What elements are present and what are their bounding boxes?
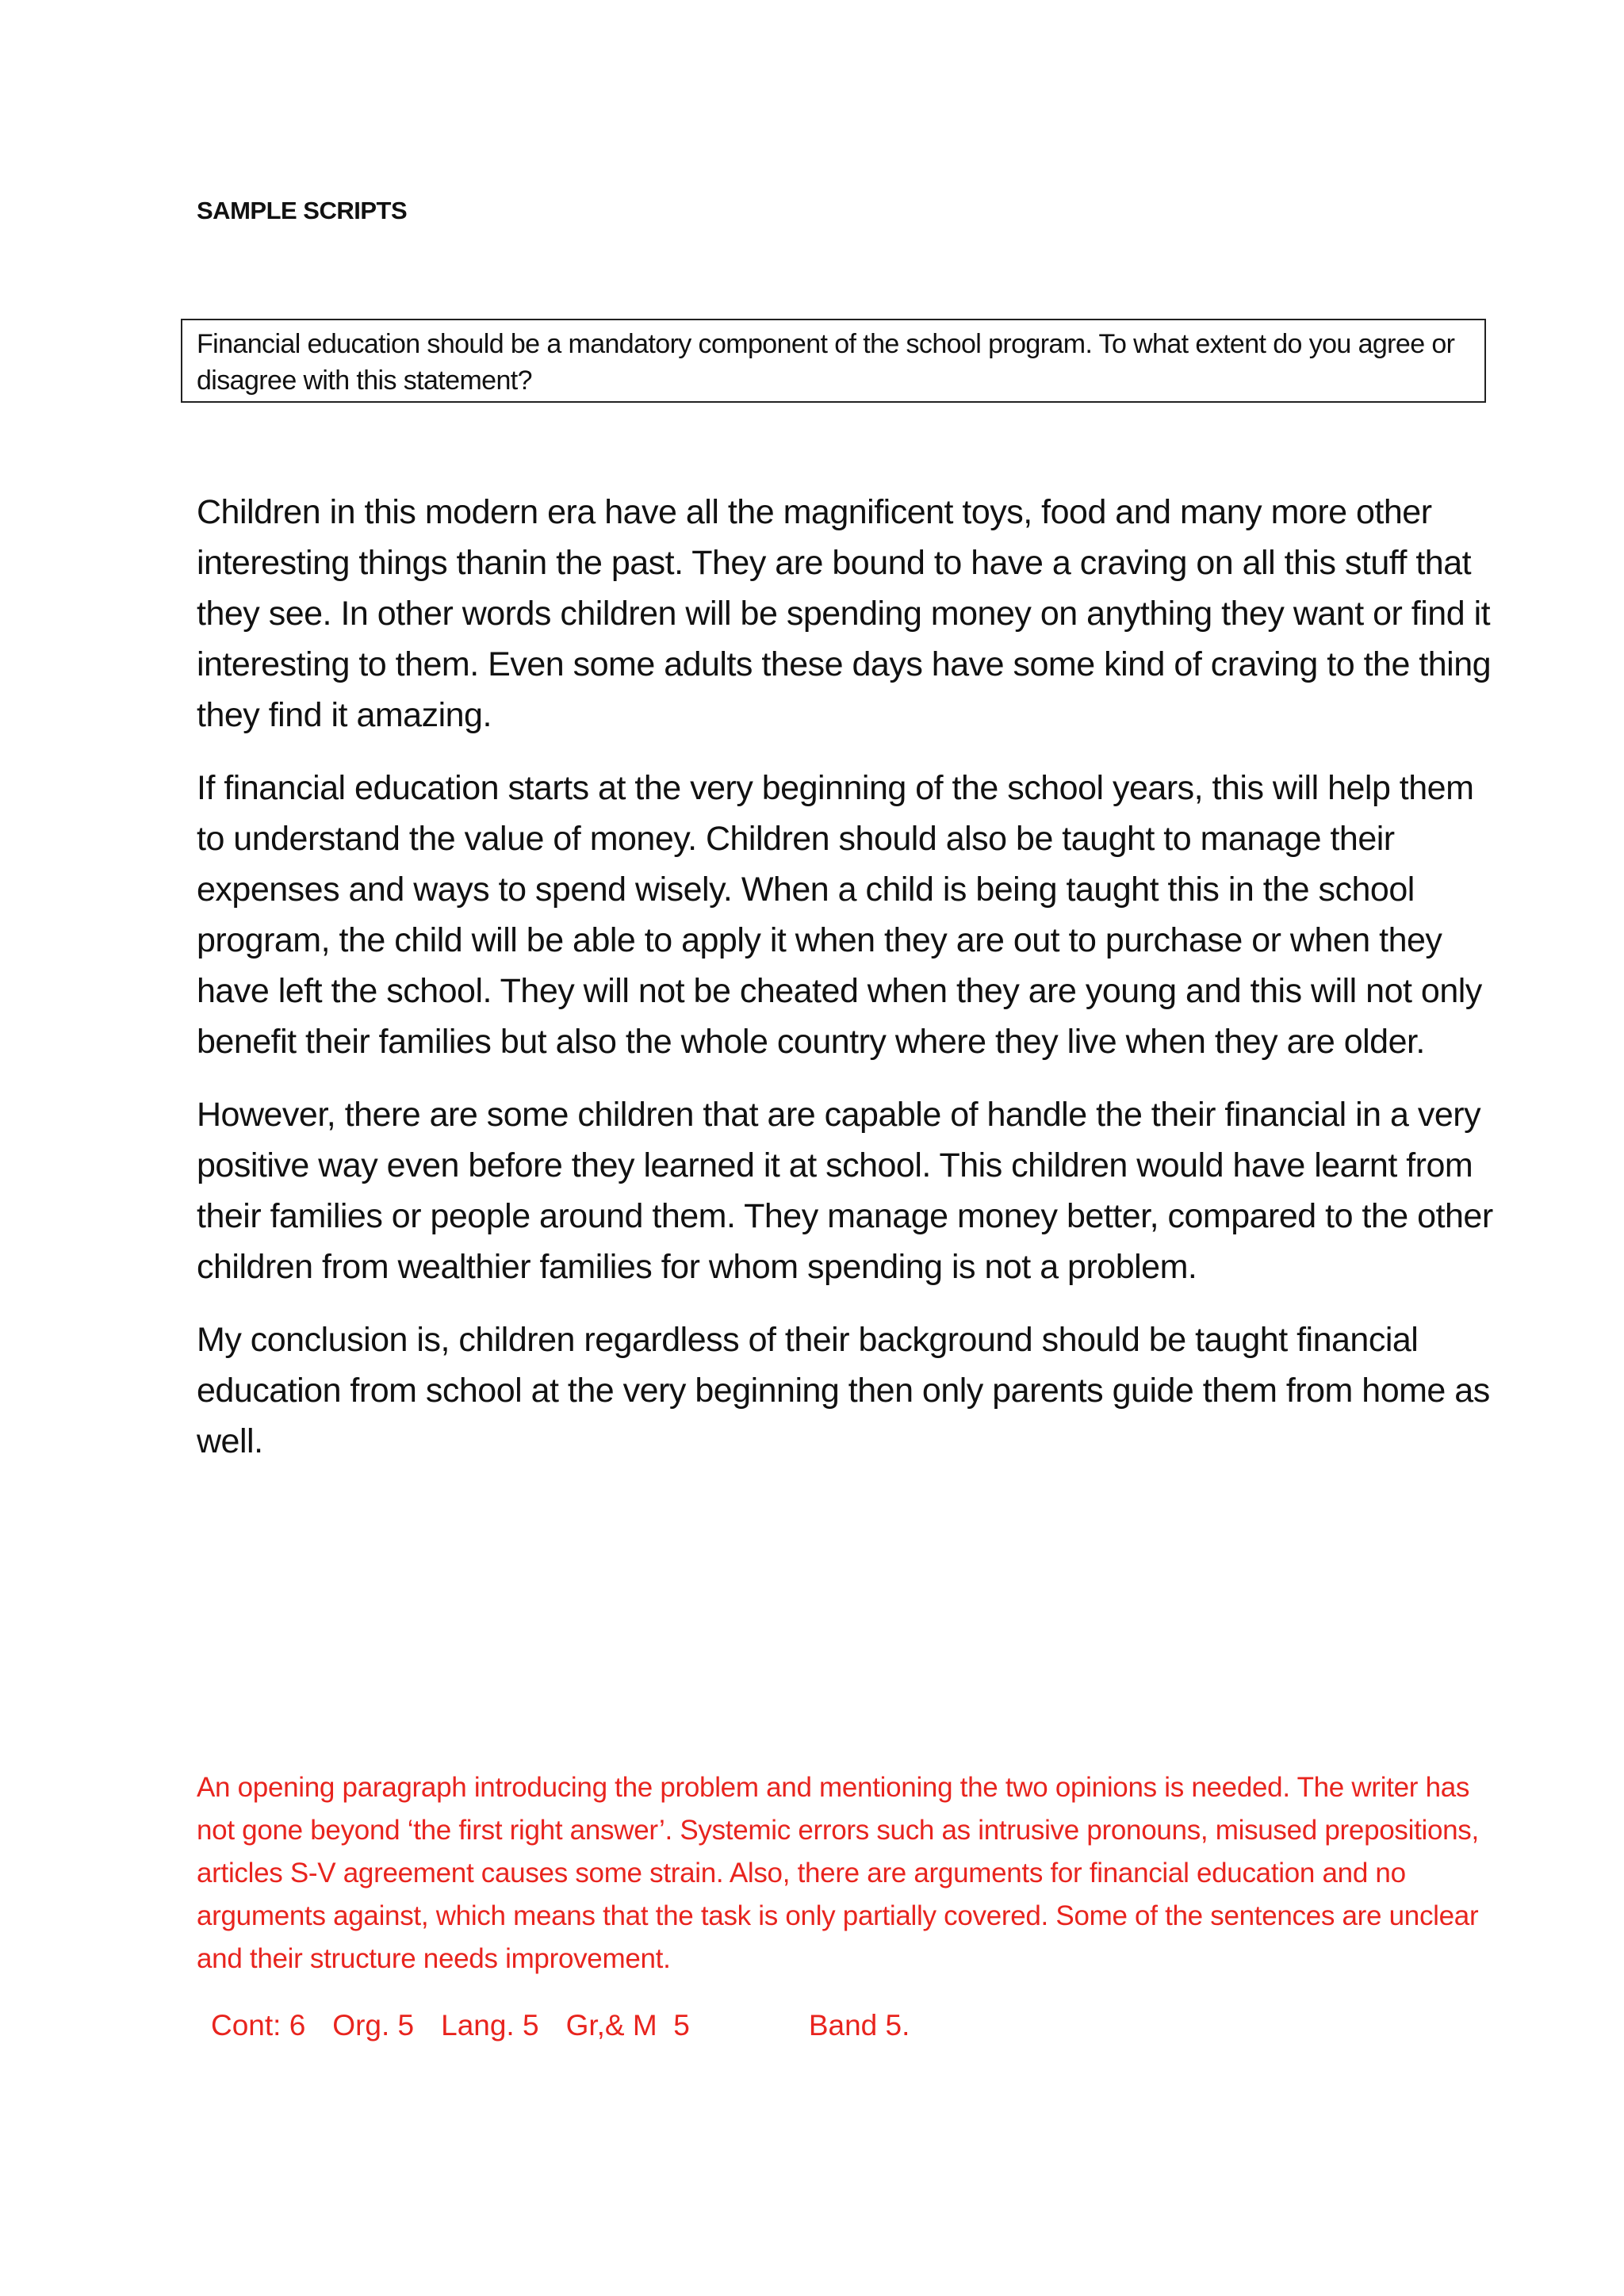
essay-paragraph-3: However, there are some children that are capable of handle the their financial in a very positive way even before they learned it at school. This children would have learnt from their families or people around them. They manage money better, compared to the other children from wealthier families for whom spending is not a problem.: [197, 1096, 1493, 1286]
page-heading: SAMPLE SCRIPTS: [197, 197, 408, 224]
score-organisation: Org. 5: [332, 2009, 415, 2042]
essay-paragraph-4: My conclusion is, children regardless of their background should be taught financial education from school at the very beginning then only parents guide them from home as well.: [197, 1321, 1490, 1460]
prompt-box: Financial education should be a mandatory component of the school program. To what extent do you agree or disagree with this statement?: [181, 319, 1486, 403]
essay-paragraph-1: Children in this modern era have all the magnificent toys, food and many more other interesting things thanin the past. They are bound to have a craving on all this stuff that they see. In other words children will be spending money on anything they want or find it interesting to them. Even some adults these days have some kind of craving to the thing they find it amazing.: [197, 493, 1492, 734]
essay-body: [197, 487, 1497, 1489]
examiner-feedback: An opening paragraph introducing the problem and mentioning the two opinions is needed. The writer has not gone beyond ‘the first right answer’. Systemic errors such as intrusive pronouns, misused prepositions, articles S-V agreement causes some strain. Also, there are arguments for financial education and no arguments against, which means that the task is only partially covered. Some of the sentences are unclear and their structure needs improvement.: [197, 1772, 1479, 1974]
score-line: [211, 2004, 910, 2047]
essay-paragraph-2: If financial education starts at the very beginning of the school years, this will help them to understand the value of money. Children should also be taught to manage their expenses and ways to spend wisely. When a child is being taught this in the school program, the child will be able to apply it when they are out to purchase or when they have left the school. They will not be cheated when they are young and this will not only benefit their families but also the whole country where they live when they are older.: [197, 769, 1482, 1061]
score-language: Lang. 5: [441, 2009, 539, 2042]
score-content: Cont: 6: [211, 2009, 306, 2042]
score-band: Band 5.: [808, 2009, 910, 2042]
score-grammar-mechanics: Gr,& M 5: [565, 2009, 690, 2042]
